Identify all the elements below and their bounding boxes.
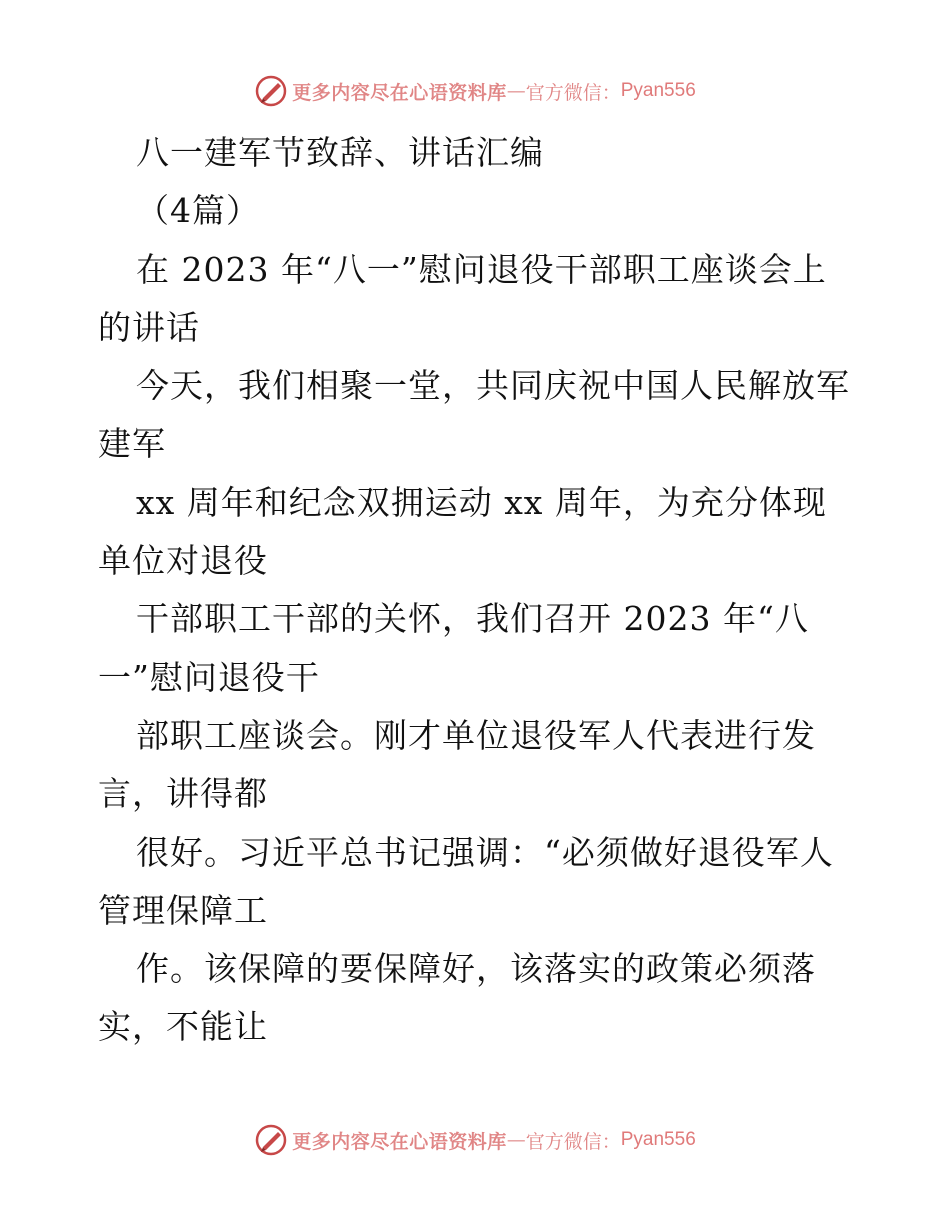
pen-logo-icon xyxy=(254,74,288,108)
doc-line: 单位对退役 xyxy=(98,541,268,581)
doc-line: 建军 xyxy=(98,424,166,464)
doc-line: 实，不能让 xyxy=(98,1007,268,1047)
doc-line: 部职工座谈会。刚才单位退役军人代表进行发 xyxy=(136,715,816,755)
doc-line: 干部职工干部的关怀，我们召开 2023 年“八 xyxy=(136,599,809,639)
doc-line: xx 周年和纪念双拥运动 xx 周年，为充分体现 xyxy=(136,482,827,522)
watermark-wechat-id: Pyan556 xyxy=(620,1129,696,1150)
document-body xyxy=(98,124,868,1057)
watermark-separator: — xyxy=(506,80,526,102)
doc-line: 今天，我们相聚一堂，共同庆祝中国人民解放军 xyxy=(136,366,850,406)
pen-logo-icon xyxy=(254,1123,288,1157)
doc-line: 作。该保障的要保障好，该落实的政策必须落 xyxy=(136,949,816,989)
watermark-wechat-label: 官方微信： xyxy=(525,1130,621,1153)
footer-watermark xyxy=(0,1123,950,1157)
header-watermark xyxy=(0,74,950,108)
watermark-text: 更多内容尽在心语资料库 xyxy=(292,81,507,104)
doc-line: 一”慰问退役干 xyxy=(98,657,320,697)
watermark-wechat-id: Pyan556 xyxy=(620,80,696,101)
doc-line: 言，讲得都 xyxy=(98,774,268,814)
doc-line: 很好。习近平总书记强调：“必须做好退役军人 xyxy=(136,832,834,872)
watermark-separator: — xyxy=(506,1129,526,1151)
doc-subtitle: （4篇） xyxy=(136,191,260,231)
watermark-text: 更多内容尽在心语资料库 xyxy=(292,1130,507,1153)
doc-line: 的讲话 xyxy=(98,307,200,347)
watermark-wechat-label: 官方微信： xyxy=(525,81,621,104)
doc-line: 在 2023 年“八一”慰问退役干部职工座谈会上 xyxy=(136,249,827,289)
doc-line: 管理保障工 xyxy=(98,890,268,930)
doc-title: 八一建军节致辞、讲话汇编 xyxy=(136,133,544,172)
